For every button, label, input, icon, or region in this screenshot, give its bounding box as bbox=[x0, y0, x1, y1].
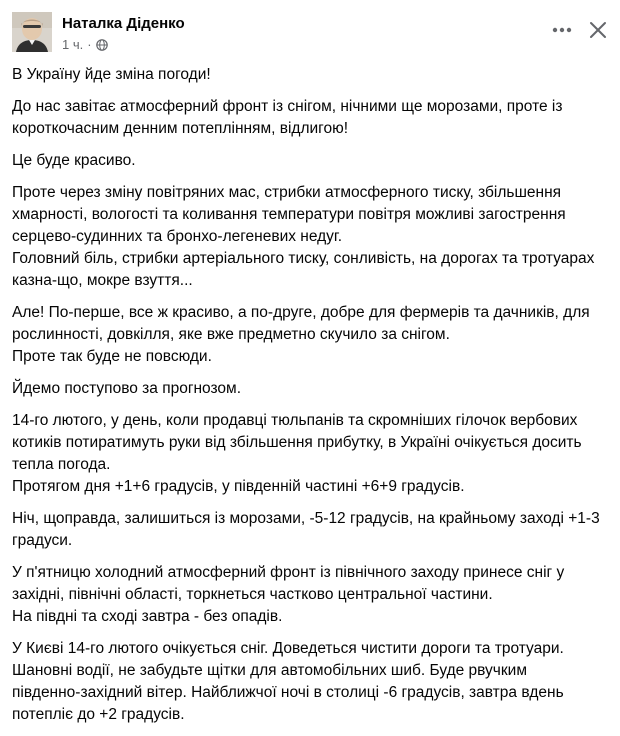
text-line: На півдні та сході завтра - без опадів. bbox=[12, 608, 283, 625]
more-options-button[interactable] bbox=[548, 16, 576, 44]
author-name[interactable]: Наталка Діденко bbox=[62, 15, 185, 32]
post-paragraph bbox=[12, 638, 612, 726]
text-line: В Україну йде зміна погоди! bbox=[12, 66, 211, 83]
meta-separator: · bbox=[87, 37, 92, 52]
text-line: серцево-судинних та бронхо-легеневих недуг. bbox=[12, 228, 342, 245]
text-line: рослинності, довкілля, яке вже предметно скучило за снігом. bbox=[12, 326, 450, 343]
post-paragraph bbox=[12, 562, 612, 628]
post-paragraph bbox=[12, 410, 612, 498]
text-line: котиків потиратимуть руки від збільшення прибутку, в Україні очікується досить bbox=[12, 434, 582, 451]
post-paragraph bbox=[12, 378, 612, 400]
post-paragraph bbox=[12, 182, 612, 292]
text-line: потепліє до +2 градусів. bbox=[12, 706, 185, 723]
post-paragraph bbox=[12, 508, 612, 552]
author-avatar[interactable] bbox=[12, 12, 52, 52]
text-line: У Києві 14-го лютого очікується сніг. Доведеться чистити дороги та тротуари. bbox=[12, 640, 564, 657]
post-text bbox=[12, 64, 612, 736]
more-horizontal-icon bbox=[552, 27, 572, 33]
text-line: Йдемо поступово за прогнозом. bbox=[12, 380, 242, 397]
text-line: У п'ятницю холодний атмосферний фронт із північного заходу принесе сніг у bbox=[12, 564, 565, 581]
post-meta bbox=[62, 37, 108, 52]
post-header bbox=[12, 12, 608, 56]
text-line: Проте через зміну повітряних мас, стрибки атмосферного тиску, збільшення bbox=[12, 184, 562, 201]
text-line: південно-західний вітер. Найближчої ночі в столиці -6 градусів, завтра вдень bbox=[12, 684, 564, 701]
globe-icon[interactable] bbox=[96, 39, 108, 51]
text-line: градуси. bbox=[12, 532, 73, 549]
text-line: казна-що, мокре взуття... bbox=[12, 272, 193, 289]
text-line: Ніч, щоправда, залишиться із морозами, -5-12 градусів, на крайньому заході +1-3 bbox=[12, 510, 600, 527]
text-line: тепла погода. bbox=[12, 456, 111, 473]
close-button[interactable] bbox=[584, 16, 612, 44]
post-paragraph bbox=[12, 64, 612, 86]
post-paragraph bbox=[12, 150, 612, 172]
text-line: До нас завітає атмосферний фронт із снігом, нічними ще морозами, проте із bbox=[12, 98, 563, 115]
post-paragraph bbox=[12, 302, 612, 368]
text-line: короткочасним денним потеплінням, відлигою! bbox=[12, 120, 349, 137]
post-paragraph bbox=[12, 96, 612, 140]
text-line: Протягом дня +1+6 градусів, у південній частині +6+9 градусів. bbox=[12, 478, 465, 495]
text-line: Проте так буде не повсюди. bbox=[12, 348, 212, 365]
text-line: Але! По-перше, все ж красиво, а по-друге, добре для фермерів та дачників, для bbox=[12, 304, 590, 321]
close-icon bbox=[589, 21, 607, 39]
text-line: західні, північні області, торкнеться частково центральної частини. bbox=[12, 586, 493, 603]
avatar-portrait-icon bbox=[12, 12, 52, 52]
text-line: хмарності, вологості та коливання температури повітря можливі загострення bbox=[12, 206, 566, 223]
text-line: Це буде красиво. bbox=[12, 152, 136, 169]
post-time[interactable]: 1 ч. bbox=[62, 37, 84, 52]
text-line: Головний біль, стрибки артеріального тиску, сонливість, на дорогах та тротуарах bbox=[12, 250, 595, 267]
text-line: Шановні водії, не забудьте щітки для автомобільних шиб. Буде рвучким bbox=[12, 662, 527, 679]
text-line: 14-го лютого, у день, коли продавці тюльпанів та скромніших гілочок вербових bbox=[12, 412, 578, 429]
